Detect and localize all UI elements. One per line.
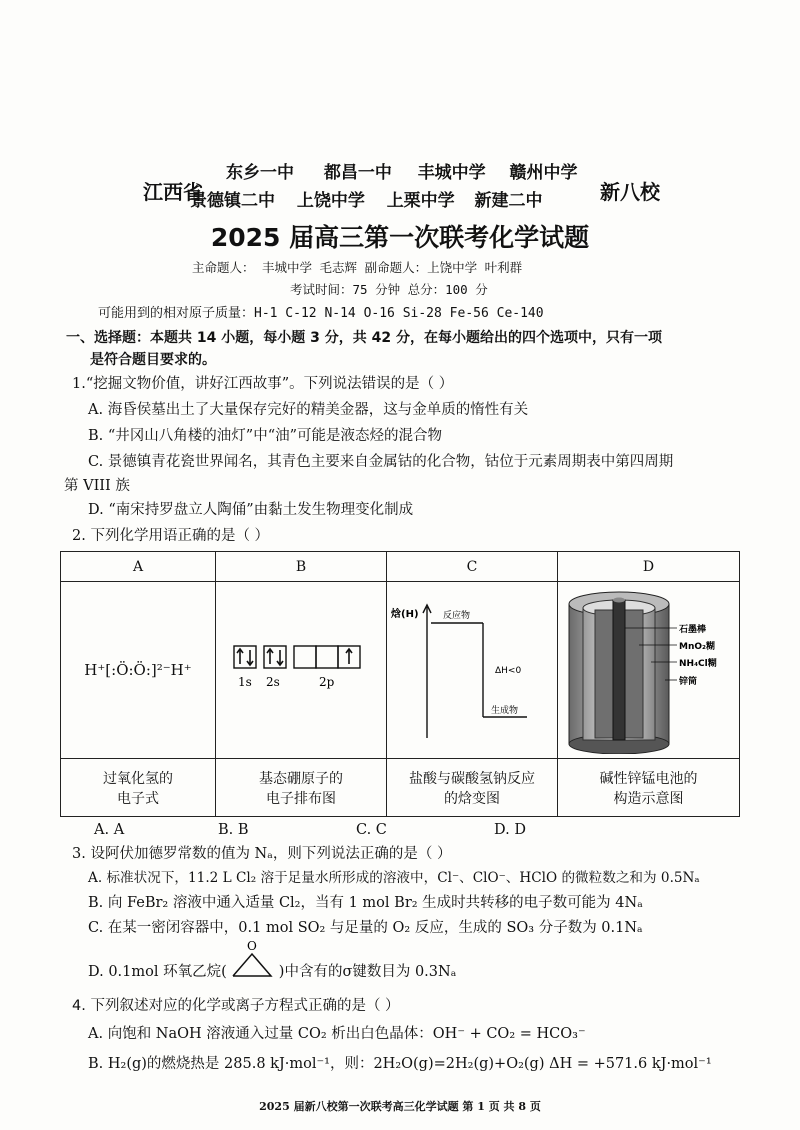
q1-option-c: C. 景德镇青花瓷世界闻名，其青色主要来自金属钴的化合物，钴位于元素周期表中第四周期 bbox=[88, 454, 674, 470]
caption-d bbox=[558, 759, 740, 817]
caption-line: 的焓变图 bbox=[444, 790, 500, 807]
caption-b bbox=[216, 759, 387, 817]
col-header-b: B bbox=[216, 552, 387, 582]
q1-option-b: B. “井冈山八角楼的油灯”中“油”可能是液态烃的混合物 bbox=[88, 428, 443, 444]
cell-b-figure bbox=[216, 582, 387, 759]
q2-option-a: A. A bbox=[94, 822, 125, 838]
zinc-can-label: 锌筒 bbox=[678, 677, 697, 687]
school-row-2 bbox=[190, 186, 543, 211]
q1-option-a: A. 海昏侯墓出土了大量保存完好的精美金器，这与金单质的惰性有关 bbox=[88, 402, 529, 418]
caption-line: 构造示意图 bbox=[613, 790, 684, 807]
epoxide-oxygen: O bbox=[246, 939, 257, 953]
cell-d-figure bbox=[558, 582, 740, 759]
epoxide-structure bbox=[227, 939, 279, 982]
q4-option-b: B. H₂(g)的燃烧热是 285.8 kJ·mol⁻¹，则：2H₂O(g)=2H₂(g)+O₂(g) ΔH = +571.6 kJ·mol⁻¹ bbox=[88, 1056, 712, 1072]
caption-c bbox=[387, 759, 558, 817]
q3-option-a: A. 标准状况下，11.2 L Cl₂ 溶于足量水所形成的溶液中，Cl⁻、ClO⁻、HClO 的微粒数之和为 0.5Nₐ bbox=[88, 870, 700, 886]
caption-line: 电子排布图 bbox=[266, 790, 336, 807]
cell-a-figure bbox=[61, 582, 216, 759]
atomic-masses: 可能用到的相对原子质量：H-1 C-12 N-14 O-16 Si-28 Fe-56 Ce-140 bbox=[98, 306, 544, 321]
q3-option-d bbox=[88, 939, 457, 982]
caption-a bbox=[61, 759, 216, 817]
epoxide-ring-icon bbox=[227, 938, 279, 982]
school: 上栗中学 bbox=[386, 191, 455, 211]
q1-option-c-cont: 第 VIII 族 bbox=[64, 478, 130, 494]
orbital-label: 2s bbox=[266, 675, 280, 689]
q3-option-b: B. 向 FeBr₂ 溶液中通入适量 Cl₂，当有 1 mol Br₂ 生成时共转移的电子数可能为 4Nₐ bbox=[88, 895, 643, 911]
exam-title: 2025 届高三第一次联考化学试题 bbox=[210, 223, 590, 252]
school: 东乡一中 bbox=[226, 163, 294, 183]
caption-line: 电子式 bbox=[117, 790, 159, 807]
q3-stem: 3. 设阿伏加德罗常数的值为 Nₐ，则下列说法正确的是（ ） bbox=[72, 846, 452, 862]
q3-option-d-text: D. 0.1mol 环氧乙烷( bbox=[88, 964, 227, 980]
page-footer: 2025 届新八校第一次联考高三化学试题 第 1 页 共 8 页 bbox=[259, 1100, 541, 1113]
school: 上饶中学 bbox=[296, 191, 365, 211]
school: 赣州中学 bbox=[509, 163, 578, 183]
cell-c-figure bbox=[387, 582, 558, 759]
school: 丰城中学 bbox=[417, 163, 486, 183]
product-label: 生成物 bbox=[491, 706, 519, 716]
q4-stem: 4. 下列叙述对应的化学或离子方程式正确的是（ ） bbox=[72, 998, 400, 1014]
q2-option-b: B. B bbox=[218, 822, 249, 838]
h2o2-electron-formula: H⁺[:Ö:Ö:]²⁻H⁺ bbox=[84, 661, 192, 679]
enthalpy-diagram bbox=[387, 593, 557, 743]
q2-option-c: C. C bbox=[356, 822, 387, 838]
q3-option-c: C. 在某一密闭容器中，0.1 mol SO₂ 与足量的 O₂ 反应，生成的 SO₃ 分子数为 0.1Nₐ bbox=[88, 920, 643, 936]
caption-line: 碱性锌锰电池的 bbox=[599, 770, 698, 787]
exam-info: 考试时间：75 分钟 总分：100 分 bbox=[290, 282, 488, 297]
section-heading-cont: 是符合题目要求的。 bbox=[90, 352, 216, 368]
delta-h-label: ΔH<0 bbox=[495, 666, 522, 676]
q2-stem: 2. 下列化学用语正确的是（ ） bbox=[72, 528, 270, 544]
caption-line: 过氧化氢的 bbox=[103, 770, 173, 787]
boron-orbital-diagram bbox=[216, 628, 386, 708]
mno2-paste-label: MnO₂糊 bbox=[678, 642, 715, 652]
enthalpy-axis-label: 焓(H) bbox=[391, 609, 419, 620]
caption-line: 盐酸与碳酸氢钠反应 bbox=[409, 770, 535, 787]
school: 新建二中 bbox=[474, 191, 543, 211]
school: 都昌一中 bbox=[323, 163, 392, 183]
authors: 主命题人： 丰城中学 毛志辉 副命题人：上饶中学 叶利群 bbox=[192, 260, 523, 275]
battery-diagram bbox=[559, 582, 739, 754]
graphite-rod-label: 石墨棒 bbox=[678, 625, 706, 635]
col-header-d: D bbox=[558, 552, 740, 582]
province-label: 江西省 bbox=[143, 180, 203, 204]
col-header-c: C bbox=[387, 552, 558, 582]
col-header-a: A bbox=[61, 552, 216, 582]
q4-option-a: A. 向饱和 NaOH 溶液通入过量 CO₂ 析出白色晶体：OH⁻ + CO₂ = HCO₃⁻ bbox=[88, 1026, 586, 1042]
q2-table bbox=[60, 551, 740, 817]
nh4cl-paste-label: NH₄Cl糊 bbox=[678, 659, 717, 669]
reactant-label: 反应物 bbox=[443, 611, 471, 621]
orbital-label: 1s bbox=[238, 675, 252, 689]
orbital-label: 2p bbox=[319, 675, 335, 689]
section-heading: 一、选择题：本题共 14 小题，每小题 3 分，共 42 分，在每小题给出的四个选项中，只有一项 bbox=[66, 330, 662, 346]
q1-option-d: D. “南宋持罗盘立人陶俑”由黏土发生物理变化制成 bbox=[88, 502, 414, 518]
q3-option-d-text-end: )中含有的σ键数目为 0.3Nₐ bbox=[278, 964, 457, 980]
group-label: 新八校 bbox=[600, 180, 660, 204]
q1-stem: 1.“挖掘文物价值，讲好江西故事”。下列说法错误的是（ ） bbox=[72, 376, 454, 392]
caption-line: 基态硼原子的 bbox=[259, 770, 343, 787]
school: 景德镇二中 bbox=[190, 191, 275, 211]
q2-option-d: D. D bbox=[494, 822, 526, 838]
school-row-1 bbox=[226, 158, 578, 183]
